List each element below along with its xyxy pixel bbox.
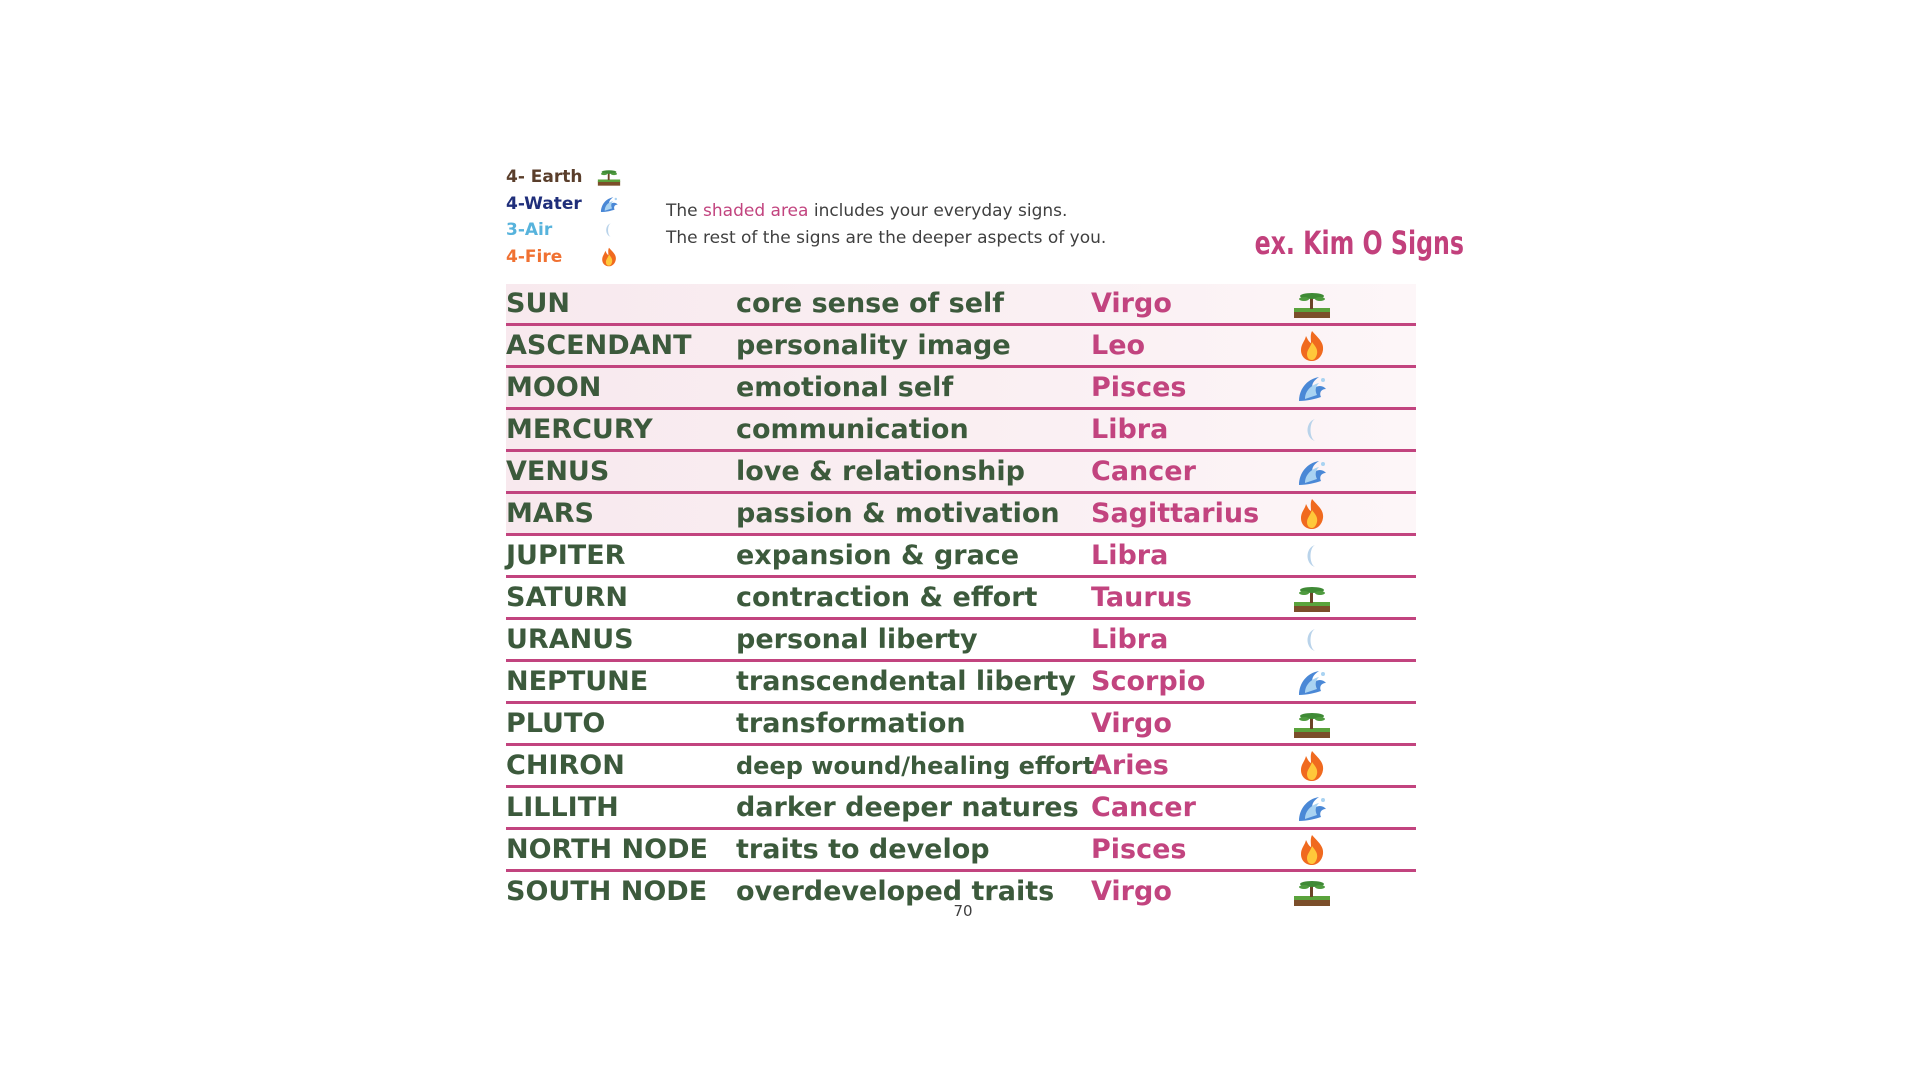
planet-name: SOUTH NODE (506, 876, 708, 907)
planet-meaning: darker deeper natures (736, 792, 1079, 823)
planet-name: NEPTUNE (506, 666, 649, 697)
legend-air-label: 3-Air (506, 220, 553, 241)
element-cell (1290, 326, 1334, 365)
zodiac-sign: Taurus (1091, 582, 1192, 613)
element-cell (1290, 452, 1334, 491)
element-cell (1290, 662, 1334, 701)
table-row (506, 662, 1416, 704)
zodiac-sign: Virgo (1091, 876, 1172, 907)
planet-meaning: core sense of self (736, 288, 1005, 319)
planet-name: URANUS (506, 624, 634, 655)
element-cell (1290, 578, 1334, 617)
fire-icon (1291, 749, 1333, 783)
fire-icon (1291, 833, 1333, 867)
intro-line-1-end: includes your everyday signs. (808, 201, 1068, 221)
planet-meaning: communication (736, 414, 969, 445)
shaded-area-highlight: shaded area (703, 201, 809, 221)
planet-meaning: deep wound/healing effort (736, 751, 1095, 780)
zodiac-sign: Libra (1091, 414, 1169, 445)
air-icon (596, 219, 622, 241)
element-cell (1290, 620, 1334, 659)
legend-fire-label: 4-Fire (506, 246, 563, 267)
earth-icon (1291, 287, 1333, 321)
planet-meaning: personality image (736, 330, 1011, 361)
element-cell (1290, 788, 1334, 827)
table-row (506, 746, 1416, 788)
planet-name: PLUTO (506, 708, 606, 739)
element-cell (1290, 284, 1334, 323)
table-row (506, 788, 1416, 830)
page-title: ex. Kim O Signs (1254, 224, 1465, 262)
earth-icon (1291, 707, 1333, 741)
earth-icon (596, 166, 622, 188)
table-row (506, 830, 1416, 872)
planet-name: MOON (506, 372, 602, 403)
legend-water (506, 191, 646, 218)
legend-water-label: 4-Water (506, 193, 582, 214)
table-row (506, 410, 1416, 452)
element-cell (1290, 494, 1334, 533)
planet-name: VENUS (506, 456, 610, 487)
table-row (506, 620, 1416, 662)
element-cell (1290, 746, 1334, 785)
legend-earth (506, 164, 646, 191)
element-legend (506, 164, 646, 270)
zodiac-sign: Virgo (1091, 288, 1172, 319)
earth-icon (1291, 581, 1333, 615)
water-icon (1291, 455, 1333, 489)
planet-meaning: emotional self (736, 372, 954, 403)
fire-icon (1291, 497, 1333, 531)
zodiac-sign: Scorpio (1091, 666, 1206, 697)
zodiac-sign: Leo (1091, 330, 1146, 361)
intro-line-2: The rest of the signs are the deeper aspects of you. (666, 228, 1107, 248)
planet-name: MERCURY (506, 414, 653, 445)
element-cell (1290, 536, 1334, 575)
table-row (506, 536, 1416, 578)
planet-name: SUN (506, 288, 570, 319)
table-row (506, 326, 1416, 368)
planet-name: SATURN (506, 582, 628, 613)
table-row (506, 704, 1416, 746)
zodiac-sign: Aries (1091, 750, 1169, 781)
earth-icon (1291, 875, 1333, 909)
planet-meaning: transformation (736, 708, 966, 739)
planet-name: JUPITER (506, 540, 626, 571)
zodiac-sign: Cancer (1091, 792, 1196, 823)
fire-icon (1291, 329, 1333, 363)
zodiac-sign: Pisces (1091, 372, 1187, 403)
fire-icon (596, 246, 622, 268)
planet-name: CHIRON (506, 750, 625, 781)
element-cell (1290, 830, 1334, 869)
zodiac-sign: Libra (1091, 624, 1169, 655)
table-row (506, 368, 1416, 410)
signs-table (506, 284, 1416, 914)
legend-fire (506, 244, 646, 271)
water-icon (1291, 791, 1333, 825)
water-icon (596, 193, 622, 215)
intro-text (666, 198, 1106, 252)
table-row (506, 578, 1416, 620)
intro-line-1-start: The (666, 201, 704, 221)
legend-air (506, 217, 646, 244)
planet-meaning: contraction & effort (736, 582, 1038, 613)
planet-meaning: passion & motivation (736, 498, 1060, 529)
element-cell (1290, 368, 1334, 407)
element-cell (1290, 410, 1334, 449)
element-cell (1290, 872, 1334, 911)
planet-name: ASCENDANT (506, 330, 692, 361)
air-icon (1291, 413, 1333, 447)
air-icon (1291, 623, 1333, 657)
zodiac-sign: Libra (1091, 540, 1169, 571)
legend-earth-label: 4- Earth (506, 167, 583, 188)
air-icon (1291, 539, 1333, 573)
planet-meaning: expansion & grace (736, 540, 1020, 571)
planet-meaning: overdeveloped traits (736, 876, 1055, 907)
zodiac-sign: Sagittarius (1091, 498, 1260, 529)
planet-name: MARS (506, 498, 595, 529)
planet-meaning: traits to develop (736, 834, 990, 865)
water-icon (1291, 665, 1333, 699)
table-row (506, 284, 1416, 326)
intro-line-1 (666, 198, 1106, 225)
planet-meaning: personal liberty (736, 624, 978, 655)
table-row (506, 494, 1416, 536)
planet-meaning: love & relationship (736, 456, 1025, 487)
water-icon (1291, 371, 1333, 405)
zodiac-sign: Virgo (1091, 708, 1172, 739)
zodiac-sign: Cancer (1091, 456, 1196, 487)
zodiac-sign: Pisces (1091, 834, 1187, 865)
table-row (506, 452, 1416, 494)
page-number: 70 (953, 902, 973, 920)
planet-meaning: transcendental liberty (736, 666, 1076, 697)
planet-name: NORTH NODE (506, 834, 708, 865)
planet-name: LILLITH (506, 792, 619, 823)
element-cell (1290, 704, 1334, 743)
